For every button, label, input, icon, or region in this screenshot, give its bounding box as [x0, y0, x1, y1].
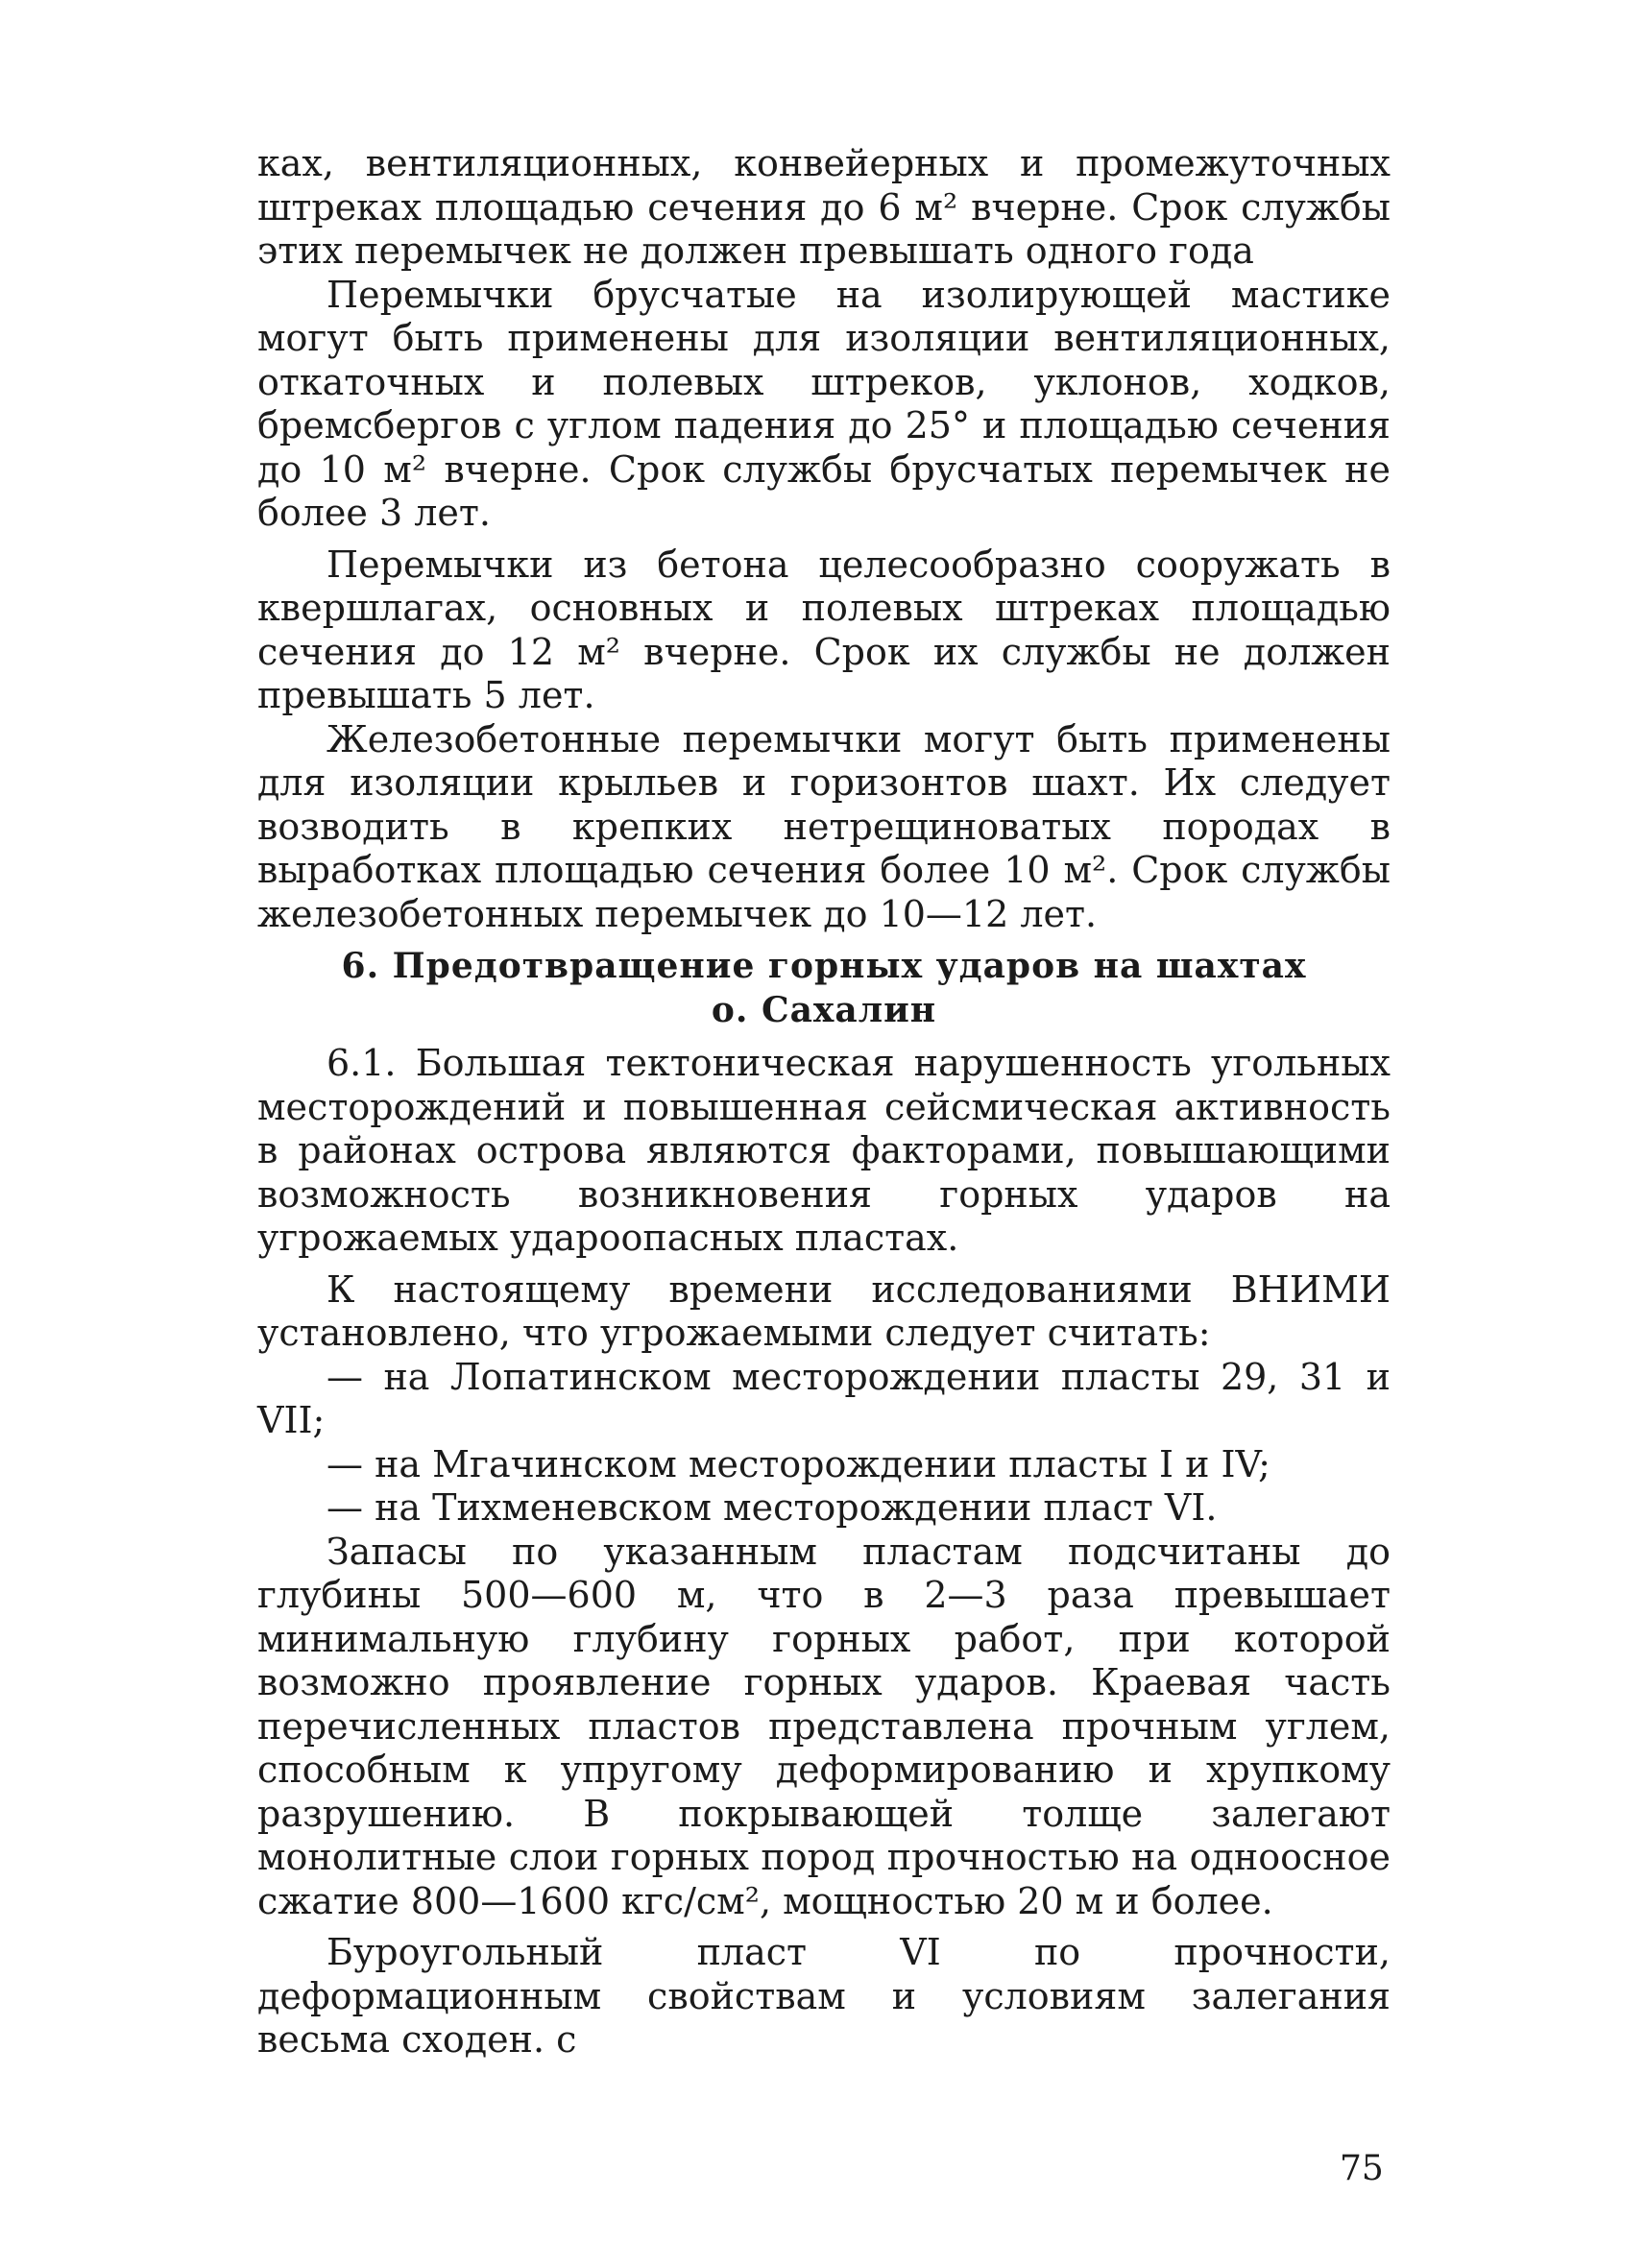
- paragraph-bruschatye: Перемычки брусчатые на изолирующей мастике могут быть применены для изоляции вентиляционных, откаточных и полевых штреков, уклонов, ходков, бремсбергов с углом падения до 25° и площадью сечения до 10 м² вчерне. Срок службы брусчатых перемычек не более 3 лет.: [257, 273, 1391, 534]
- list-item-tikhmenevskoe: — на Тихменевском месторождении пласт VI.: [327, 1486, 1218, 1529]
- section-heading: [257, 944, 1391, 1032]
- paragraph-zapasy: Запасы по указанным пластам подсчитаны до глубины 500—600 м, что в 2—3 раза превышает минимальную глубину горных работ, при которой возможно проявление горных ударов. Краевая часть перечисленных пластов представлена прочным углем, способным к упругому деформированию и хрупкому разрушению. В покрывающей толще залегают монолитные слои горных пород прочностью на одноосное сжатие 800—1600 кгс/см², мощностью 20 м и более.: [257, 1530, 1391, 1922]
- paragraph-6-1: 6.1. Большая тектоническая нарушенность угольных месторождений и повышенная сейсмическая активность в районах острова являются факторами, повышающими возможность возникновения горных ударов на угрожаемых удароопасных пластах.: [257, 1042, 1391, 1259]
- paragraph-vnimi: К настоящему времени исследованиями ВНИМИ установлено, что угрожаемыми следует считать:: [257, 1267, 1391, 1354]
- paragraph-continuation: ках, вентиляционных, конвейерных и промежуточных штреках площадью сечения до 6 м² вчерне. Срок службы этих перемычек не должен превышать одного года: [257, 142, 1391, 272]
- list-item-lopatinskoe: — на Лопатинском месторождении пласты 29, 31 и VII;: [257, 1355, 1391, 1441]
- list-item-mgachinskoe: — на Мгачинском месторождении пласты I и IV;: [327, 1442, 1270, 1485]
- paragraph-zhelezobeton: Железобетонные перемычки могут быть применены для изоляции крыльев и горизонтов шахт. Их следует возводить в крепких нетрещиноватых породах в выработках площадью сечения более 10 м². Срок службы железобетонных перемычек до 10—12 лет.: [257, 717, 1391, 935]
- page-number: 75: [1340, 2149, 1384, 2188]
- body-text: [257, 142, 1391, 2063]
- paragraph-plast-vi: Буроугольный пласт VI по прочности, деформационным свойствам и условиям залегания весьма сходен. с: [257, 1931, 1391, 2061]
- section-heading-line-1: 6. Предотвращение горных ударов на шахтах: [341, 946, 1307, 986]
- paragraph-beton: Перемычки из бетона целесообразно сооружать в квершлагах, основных и полевых штреках площадью сечения до 12 м² вчерне. Срок их службы не должен превышать 5 лет.: [257, 543, 1391, 716]
- section-heading-line-2: о. Сахалин: [711, 990, 937, 1030]
